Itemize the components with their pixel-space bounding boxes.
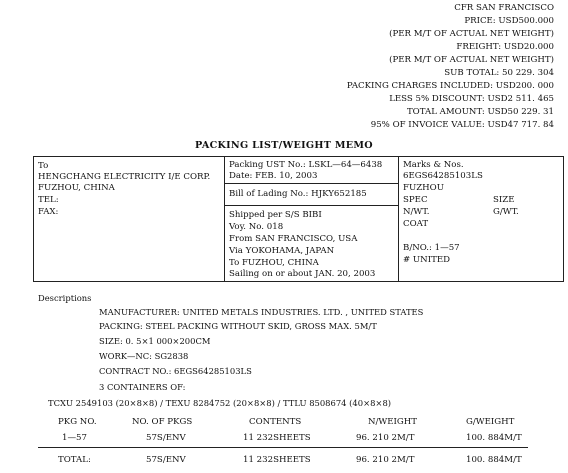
total-label: TOTAL: (58, 455, 91, 465)
memo-date: Date: FEB. 10, 2003 (229, 171, 318, 181)
port-via: Via YOKOHAMA, JAPAN (229, 246, 335, 256)
col-header-no-pkgs: NO. OF PKGS (132, 417, 193, 427)
desc-work: WORK—NC: SG2838 (99, 351, 189, 361)
desc-packing: PACKING: STEEL PACKING WITHOUT SKID, GROSS MAX. 5M/T (99, 321, 377, 331)
buyer-address: FUZHOU, CHINA (38, 183, 115, 193)
row-no-pkgs: 57S/ENV (146, 433, 186, 443)
memo-divider-date (224, 183, 398, 184)
marks-bale-no: B/NO.: 1—57 (403, 243, 460, 253)
bill-of-lading: Bill of Lading No.: HJKY652185 (229, 189, 367, 199)
row-g-weight: 100. 884M/T (466, 433, 522, 443)
memo-divider-left (224, 156, 225, 282)
memo-title: PACKING LIST/WEIGHT MEMO (195, 140, 373, 151)
invoice-line-percent: 95% OF INVOICE VALUE: USD47 717. 84 (370, 120, 554, 130)
invoice-line-total: TOTAL AMOUNT: USD50 229. 31 (406, 107, 554, 117)
desc-container-list: TCXU 2549103 (20×8×8) / TEXU 8284752 (20×8×8) / TTLU 8508674 (40×8×8) (48, 398, 392, 408)
row-contents: 11 232SHEETS (243, 433, 311, 443)
packing-list-number: Packing UST No.: LSKL—64—6438 (229, 160, 383, 170)
desc-size: SIZE: 0. 5×1 000×200CM (99, 336, 211, 346)
marks-header: Marks & Nos. (403, 160, 464, 170)
col-header-pkg-no: PKG NO. (58, 417, 97, 427)
desc-manufacturer: MANUFACTURER: UNITED METALS INDUSTRIES. LTD. , UNITED STATES (99, 307, 424, 317)
marks-code: 6EGS64285103LS (403, 171, 483, 181)
marks-spec: SPEC (403, 195, 428, 205)
col-header-contents: CONTENTS (249, 417, 302, 427)
marks-gwt: G/WT. (493, 207, 519, 217)
shipped-per: Shipped per S/S BIBI (229, 210, 322, 220)
invoice-line-terms: CFR SAN FRANCISCO (454, 3, 554, 13)
descriptions-label: Descriptions (38, 293, 92, 303)
sailing-date: Sailing on or about JAN. 20, 2003 (229, 269, 376, 279)
total-no-pkgs: 57S/ENV (146, 455, 186, 465)
marks-united: # UNITED (403, 255, 450, 265)
marks-city: FUZHOU (403, 183, 444, 193)
marks-size: SIZE (493, 195, 515, 205)
desc-contract: CONTRACT NO.: 6EGS64285103LS (99, 366, 252, 376)
invoice-line-price-note: (PER M/T OF ACTUAL NET WEIGHT) (389, 29, 554, 39)
desc-containers: 3 CONTAINERS OF: (99, 382, 186, 392)
row-pkg-no: 1—57 (62, 433, 87, 443)
invoice-line-price: PRICE: USD500.000 (464, 16, 554, 26)
buyer-name: HENGCHANG ELECTRICITY I/E CORP. (38, 172, 211, 182)
invoice-line-packing: PACKING CHARGES INCLUDED: USD200. 000 (346, 81, 554, 91)
memo-divider-right (398, 156, 399, 282)
row-n-weight: 96. 210 2M/T (356, 433, 415, 443)
invoice-line-freight: FREIGHT: USD20.000 (456, 42, 554, 52)
voyage-no: Voy. No. 018 (229, 222, 284, 232)
total-g-weight: 100. 884M/T (466, 455, 522, 465)
col-header-n-weight: N/WEIGHT (368, 417, 418, 427)
marks-nwt: N/WT. (403, 207, 430, 217)
invoice-line-subtotal: SUB TOTAL: 50 229. 304 (444, 68, 554, 78)
port-from: From SAN FRANCISCO, USA (229, 234, 358, 244)
total-n-weight: 96. 210 2M/T (356, 455, 415, 465)
buyer-tel-label: TEL: (38, 195, 59, 205)
buyer-fax-label: FAX: (38, 207, 59, 217)
total-contents: 11 232SHEETS (243, 455, 311, 465)
buyer-to-label: To (38, 161, 49, 171)
total-rule (38, 447, 528, 448)
port-to: To FUZHOU, CHINA (229, 258, 319, 268)
invoice-line-freight-note: (PER M/T OF ACTUAL NET WEIGHT) (389, 55, 554, 65)
invoice-line-discount: LESS 5% DISCOUNT: USD2 511. 465 (389, 94, 554, 104)
col-header-g-weight: G/WEIGHT (466, 417, 515, 427)
marks-coat: COAT (403, 219, 429, 229)
memo-divider-bill (224, 205, 398, 206)
